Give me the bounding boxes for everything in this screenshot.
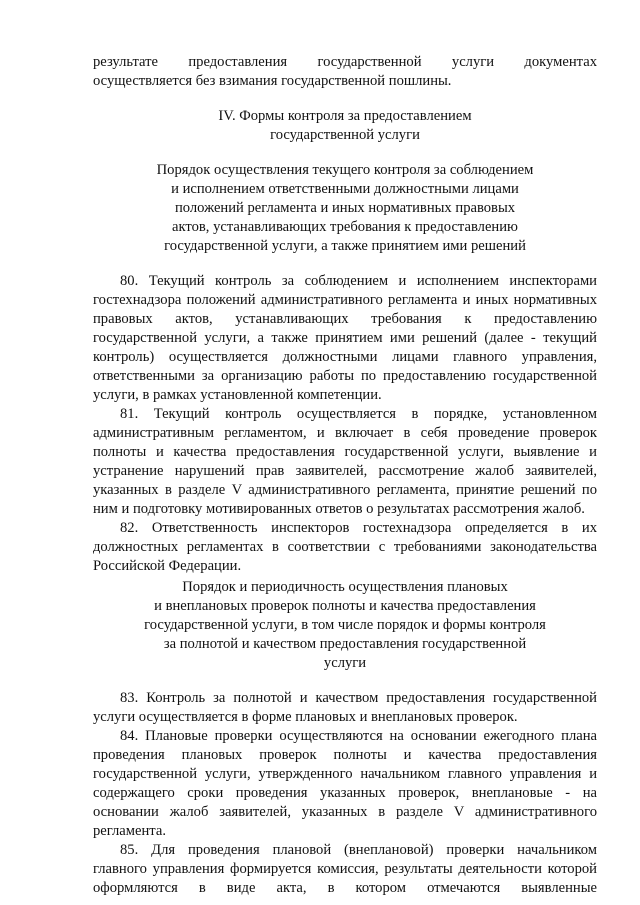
subheading-2-line-2: и внеплановых проверок полноты и качества предоставления — [154, 598, 536, 614]
paragraph-85: 85. Для проведения плановой (внеплановой) проверки начальником главного управления формируется комиссия, результаты деятельности которой оформляются в виде акта, в котором отмечаются выявленные — [93, 842, 597, 896]
subheading-1-line-3: положений регламента и иных нормативных правовых — [174, 200, 516, 216]
top-paragraph-line-1: результате предоставления государственной услуги документах — [93, 54, 597, 70]
paragraph-84: 84. Плановые проверки осуществляются на основании ежегодного плана проведения плановых проверок полноты и качества предоставления государственной услуги, утвержденного начальником главного управления и содержащего сроки проведения указанных проверок, внеплановые - на основании жалоб заявителей, указанных в разделе V административного регламента. — [93, 728, 597, 839]
subheading-1-line-4: актов, устанавливающих требования к предоставлению — [172, 219, 518, 235]
paragraphs-80-82 — [93, 272, 597, 576]
subheading-1-line-5: государственной услуги, а также принятием ими решений — [164, 238, 526, 254]
subheading-2-line-1: Порядок и периодичность осуществления плановых — [182, 579, 508, 595]
paragraphs-83-85 — [93, 689, 597, 898]
paragraph-80: 80. Текущий контроль за соблюдением и исполнением инспекторами гостехнадзора положений административного регламента и иных нормативных правовых актов, устанавливающих требования к предоставлению государственной услуги, а также принятием ими решений (далее - текущий контроль) осуществляется должностными лицами главного управления, ответственными за организацию работы по предоставлению государственной услуги, в рамках установленной компетенции. — [93, 273, 597, 403]
paragraph-83: 83. Контроль за полнотой и качеством предоставления государственной услуги осуществляется в форме плановых и внеплановых проверок. — [93, 690, 597, 725]
top-paragraph-line-2: осуществляется без взимания государственной пошлины. — [93, 73, 452, 89]
paragraph-81: 81. Текущий контроль осуществляется в порядке, установленном административным регламентом, и включает в себя проведение проверок полноты и качества предоставления государственной услуги, выявление и устранение нарушений прав заявителей, рассмотрение жалоб заявителей, указанных в разделе V административного регламента, принятие решений по ним и подготовку мотивированных ответов о результатах рассмотрения жалоб. — [93, 406, 597, 517]
section-heading-line-2: государственной услуги — [270, 127, 420, 143]
subheading-2-line-3: государственной услуги, в том числе порядок и формы контроля — [144, 617, 546, 633]
subheading-1-line-1: Порядок осуществления текущего контроля за соблюдением — [156, 162, 534, 178]
paragraph-82: 82. Ответственность инспекторов гостехнадзора определяется в их должностных регламентах в соответствии с требованиями законодательства Российской Федерации. — [93, 520, 597, 574]
subheading-2-line-5: услуги — [323, 655, 367, 671]
subheading-2-line-4: за полнотой и качеством предоставления государственной — [163, 636, 527, 652]
subheading-1-line-2: и исполнением ответственными должностными лицами — [171, 181, 519, 197]
section-heading-line-1: IV. Формы контроля за предоставлением — [218, 108, 472, 124]
